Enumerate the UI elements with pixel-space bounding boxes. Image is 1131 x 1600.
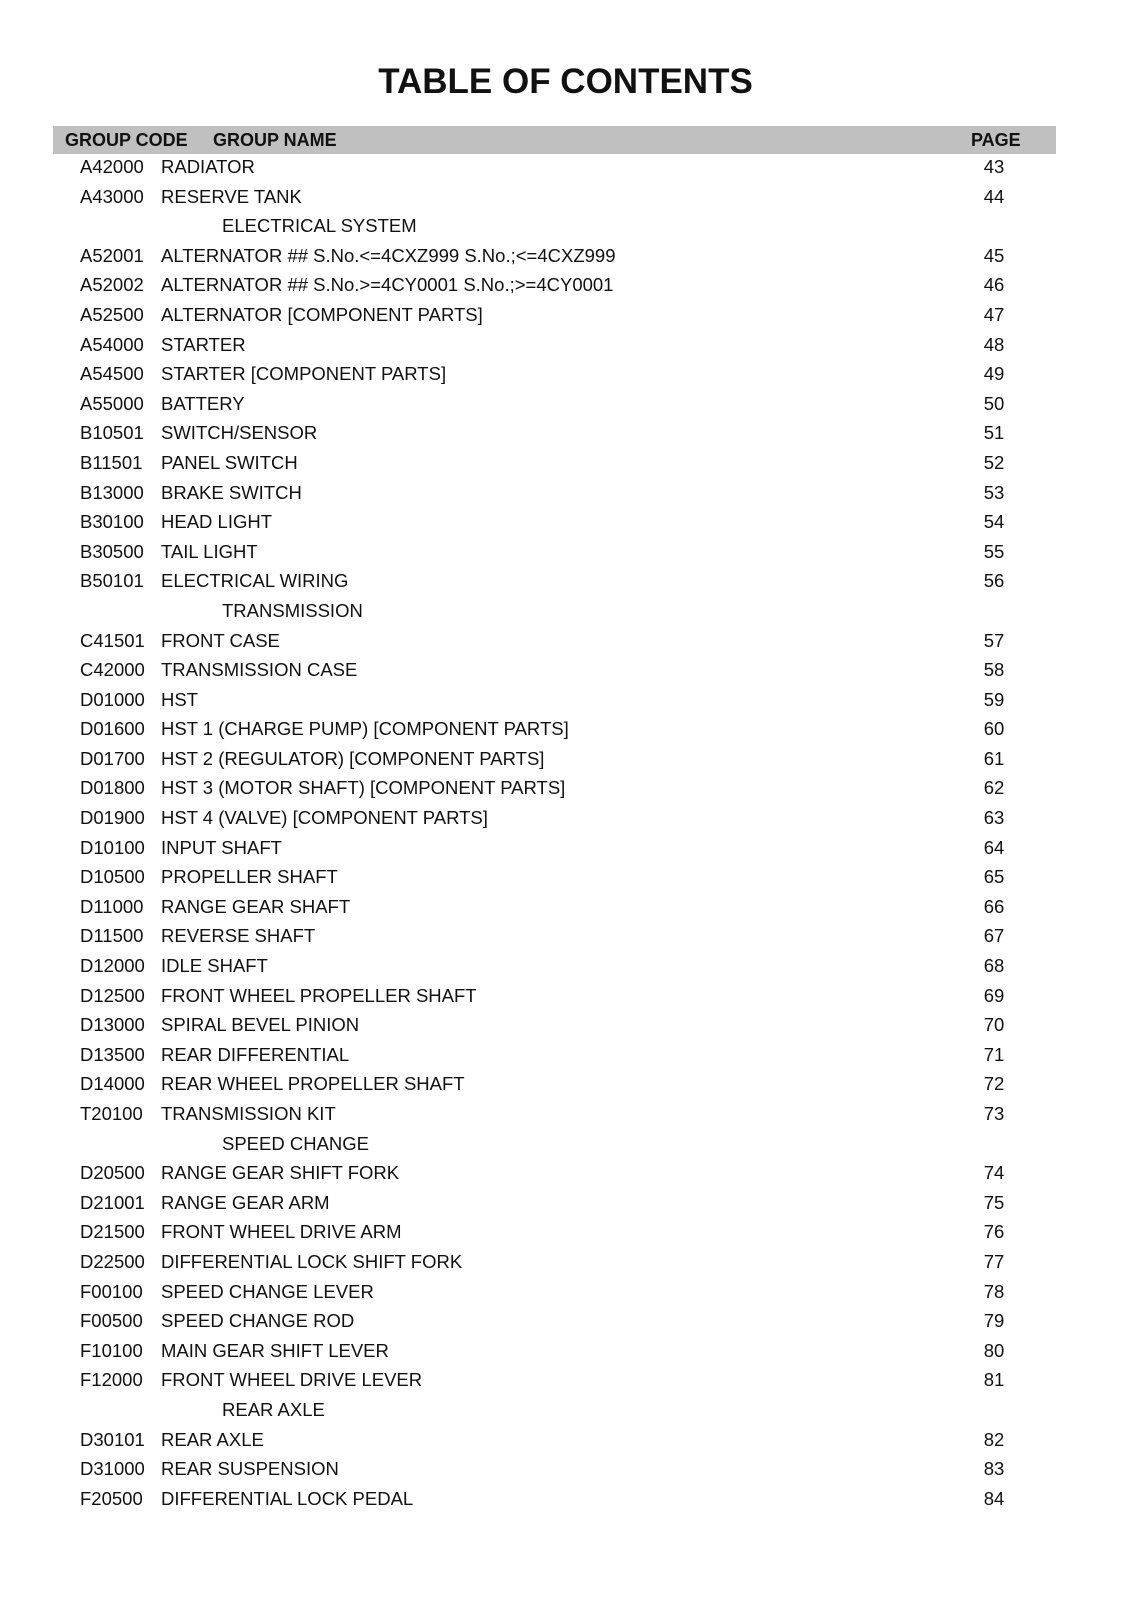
toc-row — [0, 744, 1131, 774]
group-name: REAR DIFFERENTIAL — [161, 1043, 350, 1065]
toc-row — [0, 1277, 1131, 1307]
group-code: B30100 — [80, 511, 144, 533]
group-code: C42000 — [80, 659, 145, 681]
page-number: 83 — [983, 1458, 1005, 1480]
page-number: 50 — [983, 392, 1005, 414]
group-code: F00100 — [80, 1280, 143, 1302]
group-name: RANGE GEAR ARM — [161, 1191, 330, 1213]
group-code: D22500 — [80, 1250, 145, 1272]
toc-row — [0, 1010, 1131, 1040]
group-code: D14000 — [80, 1073, 145, 1095]
page-number: 54 — [983, 511, 1005, 533]
page-number: 64 — [983, 836, 1005, 858]
page-title: TABLE OF CONTENTS — [378, 62, 753, 101]
group-code: D10100 — [80, 836, 145, 858]
table-header — [53, 126, 1056, 154]
toc-row — [0, 537, 1131, 567]
group-name: HST 3 (MOTOR SHAFT) [COMPONENT PARTS] — [161, 777, 566, 799]
group-name: BRAKE SWITCH — [161, 481, 302, 503]
group-name: SWITCH/SENSOR — [161, 422, 318, 444]
page-number: 80 — [983, 1339, 1005, 1361]
toc-row — [0, 1158, 1131, 1188]
page-number: 62 — [983, 777, 1005, 799]
section-heading — [0, 1129, 1131, 1159]
toc-row — [0, 1099, 1131, 1129]
toc-row — [0, 1217, 1131, 1247]
group-code: A43000 — [80, 185, 144, 207]
toc-row — [0, 300, 1131, 330]
group-name: STARTER [COMPONENT PARTS] — [161, 363, 447, 385]
page-number: 59 — [983, 688, 1005, 710]
group-name: RANGE GEAR SHIFT FORK — [161, 1162, 400, 1184]
group-name: HEAD LIGHT — [161, 511, 273, 533]
group-code: D21001 — [80, 1191, 145, 1213]
group-code: A52002 — [80, 274, 144, 296]
group-name: ALTERNATOR ## S.No.>=4CY0001 S.No.;>=4CY0001 — [161, 274, 614, 296]
page-number: 82 — [983, 1428, 1005, 1450]
group-name: IDLE SHAFT — [161, 955, 268, 977]
group-name: RADIATOR — [161, 156, 255, 177]
page-number: 49 — [983, 363, 1005, 385]
group-code: F00500 — [80, 1310, 143, 1332]
toc-row — [0, 892, 1131, 922]
group-name: REAR AXLE — [161, 1428, 264, 1450]
toc-row — [0, 359, 1131, 389]
group-code: B13000 — [80, 481, 144, 503]
toc-row — [0, 714, 1131, 744]
group-name: INPUT SHAFT — [161, 836, 282, 858]
page-number: 69 — [983, 984, 1005, 1006]
page-number: 66 — [983, 895, 1005, 917]
toc-row — [0, 626, 1131, 656]
group-name: PANEL SWITCH — [161, 451, 298, 473]
toc-row — [0, 1484, 1131, 1514]
toc-row — [0, 1247, 1131, 1277]
section-title: TRANSMISSION — [222, 599, 363, 621]
group-name: ALTERNATOR ## S.No.<=4CXZ999 S.No.;<=4CXZ999 — [161, 244, 616, 266]
header-group-name: GROUP NAME — [213, 130, 337, 150]
group-code: D31000 — [80, 1458, 145, 1480]
toc-row — [0, 182, 1131, 212]
section-title: ELECTRICAL SYSTEM — [222, 215, 417, 237]
group-code: F20500 — [80, 1487, 143, 1509]
group-name: TRANSMISSION CASE — [161, 659, 358, 681]
group-name: RANGE GEAR SHAFT — [161, 895, 351, 917]
group-code: A42000 — [80, 156, 144, 177]
page-number: 77 — [983, 1250, 1005, 1272]
toc-row — [0, 507, 1131, 537]
group-code: D21500 — [80, 1221, 145, 1243]
group-name: REAR WHEEL PROPELLER SHAFT — [161, 1073, 465, 1095]
toc-row — [0, 1454, 1131, 1484]
group-name: HST — [161, 688, 198, 710]
page-number: 63 — [983, 807, 1005, 829]
group-name: TRANSMISSION KIT — [161, 1103, 336, 1124]
group-name: STARTER — [161, 333, 246, 355]
group-code: A54000 — [80, 333, 144, 355]
group-code: B50101 — [80, 570, 144, 592]
group-code: A55000 — [80, 392, 144, 414]
group-name: REAR SUSPENSION — [161, 1458, 339, 1480]
page-number: 78 — [983, 1280, 1005, 1302]
header-page: PAGE — [971, 130, 1021, 150]
group-name: SPEED CHANGE LEVER — [161, 1280, 374, 1302]
group-name: ELECTRICAL WIRING — [161, 570, 349, 592]
group-code: D01700 — [80, 747, 145, 769]
page-number: 48 — [983, 333, 1005, 355]
group-code: D11500 — [80, 925, 144, 947]
toc-row — [0, 981, 1131, 1011]
group-name: MAIN GEAR SHIFT LEVER — [161, 1339, 389, 1361]
toc-row — [0, 152, 1131, 182]
toc-row — [0, 1069, 1131, 1099]
group-code: T20100 — [80, 1103, 143, 1124]
page-number: 75 — [983, 1191, 1005, 1213]
group-code: D01600 — [80, 718, 145, 740]
toc-row — [0, 389, 1131, 419]
toc-row — [0, 921, 1131, 951]
group-name: HST 4 (VALVE) [COMPONENT PARTS] — [161, 807, 488, 829]
toc-row — [0, 418, 1131, 448]
group-name: HST 2 (REGULATOR) [COMPONENT PARTS] — [161, 747, 545, 769]
group-code: C41501 — [80, 629, 145, 651]
toc-row — [0, 566, 1131, 596]
group-code: D01800 — [80, 777, 145, 799]
group-name: PROPELLER SHAFT — [161, 866, 338, 888]
page-number: 84 — [983, 1487, 1005, 1509]
toc-row — [0, 862, 1131, 892]
group-code: B11501 — [80, 451, 143, 473]
group-name: FRONT WHEEL DRIVE ARM — [161, 1221, 402, 1243]
page-number: 74 — [983, 1162, 1005, 1184]
group-code: A54500 — [80, 363, 144, 385]
group-code: B30500 — [80, 540, 144, 562]
toc-row — [0, 1425, 1131, 1455]
header-group-code: GROUP CODE — [65, 130, 188, 150]
group-code: D01900 — [80, 807, 145, 829]
page-number: 73 — [983, 1103, 1005, 1124]
group-name: SPIRAL BEVEL PINION — [161, 1014, 360, 1036]
page-number: 55 — [983, 540, 1005, 562]
group-code: F12000 — [80, 1369, 143, 1391]
page-number: 72 — [983, 1073, 1005, 1095]
page-number: 81 — [983, 1369, 1005, 1391]
group-name: HST 1 (CHARGE PUMP) [COMPONENT PARTS] — [161, 718, 569, 740]
section-heading — [0, 211, 1131, 241]
toc-row — [0, 478, 1131, 508]
section-title: REAR AXLE — [222, 1398, 325, 1420]
group-name: SPEED CHANGE ROD — [161, 1310, 355, 1332]
page-number: 51 — [983, 422, 1005, 444]
page-number: 57 — [983, 629, 1005, 651]
group-code: A52500 — [80, 303, 144, 325]
group-code: D12500 — [80, 984, 145, 1006]
group-name: FRONT WHEEL PROPELLER SHAFT — [161, 984, 477, 1006]
page-number: 71 — [983, 1043, 1005, 1065]
toc-list — [0, 152, 1131, 1513]
page-number: 47 — [983, 303, 1005, 325]
page-number: 61 — [983, 747, 1005, 769]
toc-row — [0, 1188, 1131, 1218]
page-number: 76 — [983, 1221, 1005, 1243]
page-number: 53 — [983, 481, 1005, 503]
toc-row — [0, 833, 1131, 863]
toc-row — [0, 655, 1131, 685]
group-name: TAIL LIGHT — [161, 540, 258, 562]
group-name: RESERVE TANK — [161, 185, 302, 207]
toc-row — [0, 773, 1131, 803]
toc-row — [0, 448, 1131, 478]
group-name: DIFFERENTIAL LOCK PEDAL — [161, 1487, 414, 1509]
group-name: FRONT WHEEL DRIVE LEVER — [161, 1369, 423, 1391]
group-code: D13500 — [80, 1043, 145, 1065]
group-name: ALTERNATOR [COMPONENT PARTS] — [161, 303, 483, 325]
group-name: REVERSE SHAFT — [161, 925, 316, 947]
page-number: 79 — [983, 1310, 1005, 1332]
toc-row — [0, 951, 1131, 981]
page-number: 68 — [983, 955, 1005, 977]
group-code: D01000 — [80, 688, 145, 710]
group-code: D13000 — [80, 1014, 145, 1036]
toc-row — [0, 330, 1131, 360]
page-number: 45 — [983, 244, 1005, 266]
toc-row — [0, 685, 1131, 715]
toc-row — [0, 1365, 1131, 1395]
section-heading — [0, 1395, 1131, 1425]
group-code: D20500 — [80, 1162, 145, 1184]
toc-row — [0, 1306, 1131, 1336]
page-number: 56 — [983, 570, 1005, 592]
group-name: DIFFERENTIAL LOCK SHIFT FORK — [161, 1250, 463, 1272]
toc-row — [0, 270, 1131, 300]
page-number: 67 — [983, 925, 1005, 947]
page-number: 60 — [983, 718, 1005, 740]
group-code: D11000 — [80, 895, 144, 917]
toc-row — [0, 803, 1131, 833]
toc-row — [0, 1336, 1131, 1366]
page-number: 43 — [983, 156, 1005, 177]
section-heading — [0, 596, 1131, 626]
page-number: 52 — [983, 451, 1005, 473]
page-number: 65 — [983, 866, 1005, 888]
group-code: B10501 — [80, 422, 144, 444]
group-code: D30101 — [80, 1428, 145, 1450]
group-code: A52001 — [80, 244, 144, 266]
group-name: BATTERY — [161, 392, 245, 414]
toc-row — [0, 241, 1131, 271]
page-number: 44 — [983, 185, 1005, 207]
group-code: D12000 — [80, 955, 145, 977]
page-number: 70 — [983, 1014, 1005, 1036]
toc-row — [0, 1040, 1131, 1070]
group-code: F10100 — [80, 1339, 143, 1361]
page-number: 46 — [983, 274, 1005, 296]
group-name: FRONT CASE — [161, 629, 280, 651]
section-title: SPEED CHANGE — [222, 1132, 370, 1154]
group-code: D10500 — [80, 866, 145, 888]
page-number: 58 — [983, 659, 1005, 681]
